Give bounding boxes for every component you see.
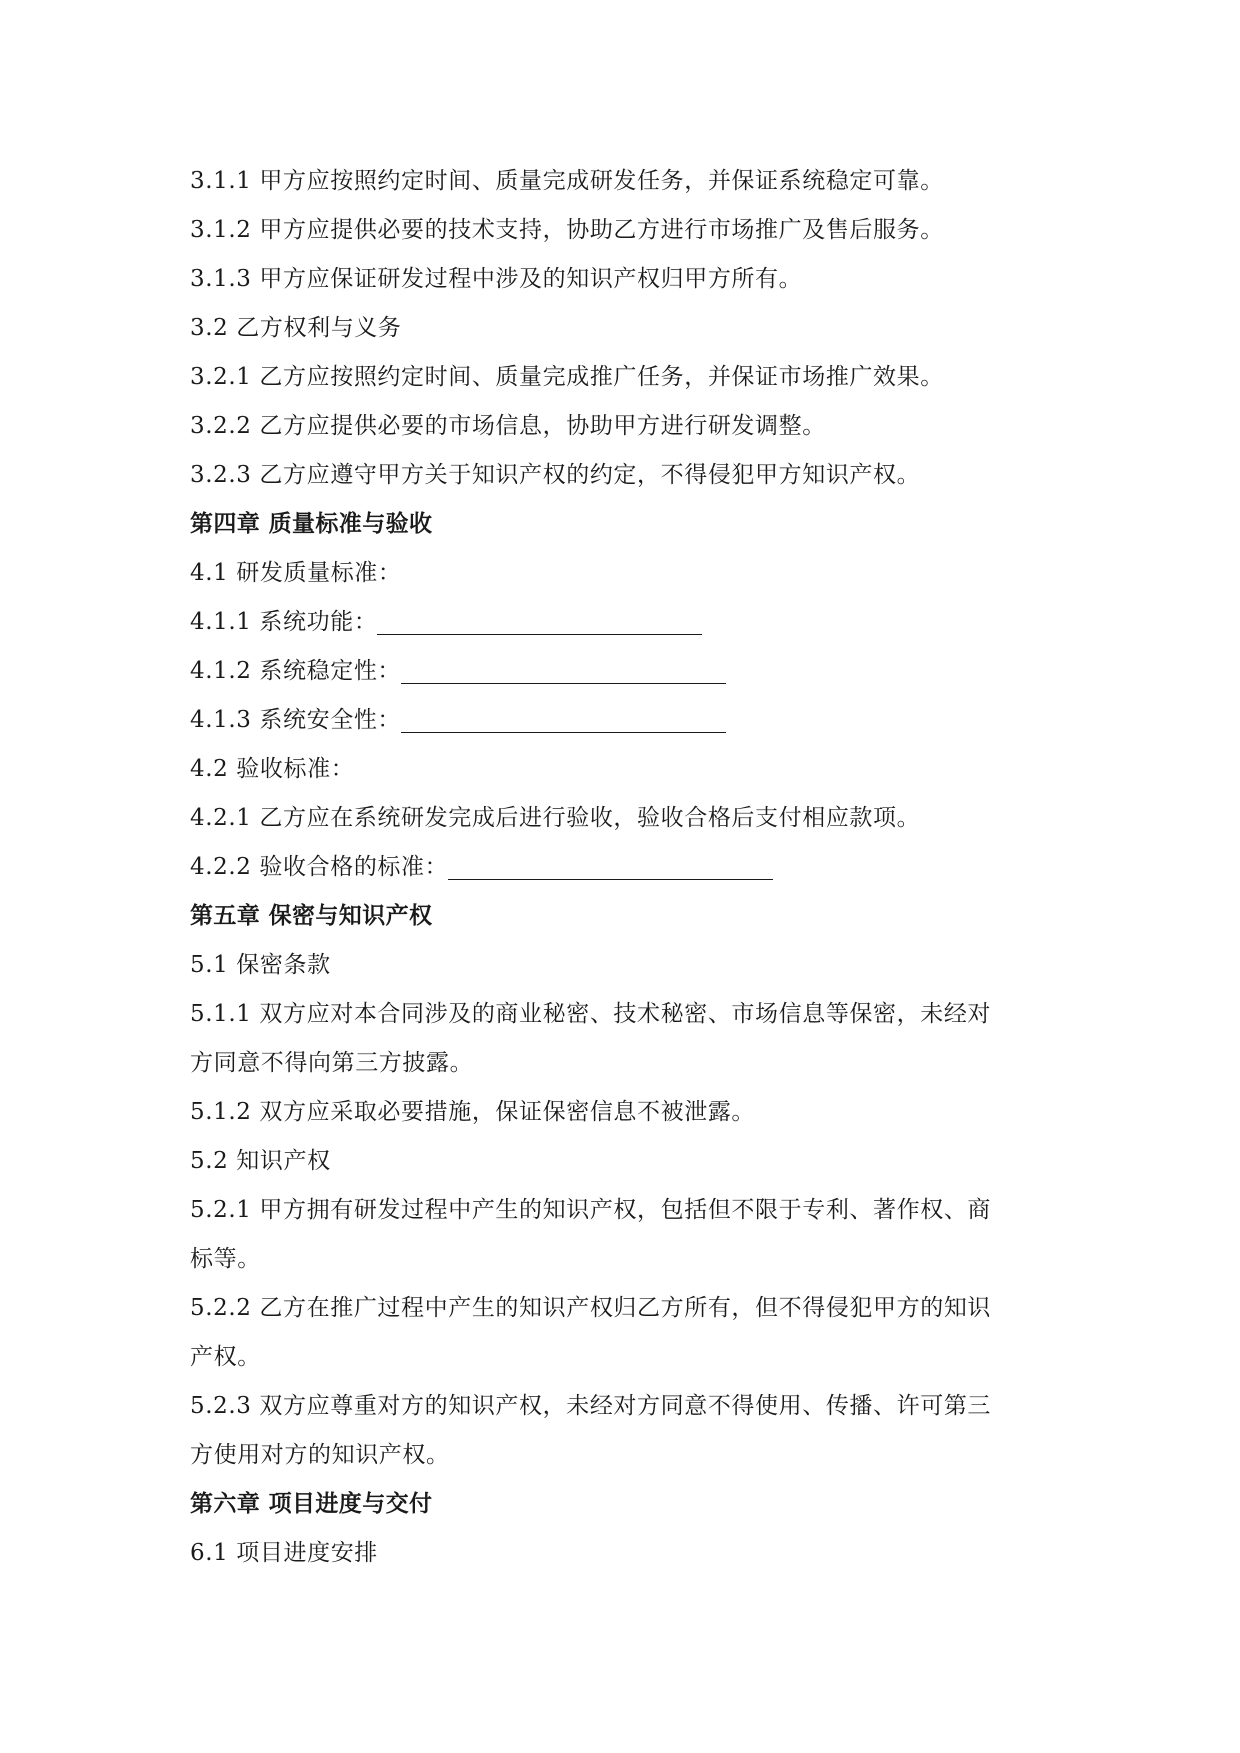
clause-4-2-1: 4.2.1 乙方应在系统研发完成后进行验收，验收合格后支付相应款项。	[190, 805, 921, 831]
section-4-2-title: 4.2 验收标准：	[190, 756, 355, 782]
clause-5-2-3-line-2: 方使用对方的知识产权。	[190, 1442, 450, 1468]
section-5-1-title: 5.1 保密条款	[190, 952, 331, 978]
clause-5-1-2: 5.1.2 双方应采取必要措施，保证保密信息不被泄露。	[190, 1099, 756, 1125]
fill-in-blank-line[interactable]	[448, 849, 773, 880]
clause-5-2-1-line-1: 5.2.1 甲方拥有研发过程中产生的知识产权，包括但不限于专利、著作权、商	[190, 1197, 992, 1223]
field-label: 4.1.2 系统稳定性：	[190, 658, 402, 684]
clause-3-2-2: 3.2.2 乙方应提供必要的市场信息，协助甲方进行研发调整。	[190, 413, 826, 439]
fill-in-blank-line[interactable]	[377, 604, 702, 635]
chapter-6-heading: 第六章 项目进度与交付	[190, 1491, 433, 1517]
clause-3-2-1: 3.2.1 乙方应按照约定时间、质量完成推广任务，并保证市场推广效果。	[190, 364, 944, 390]
field-4-1-1	[190, 598, 1060, 647]
field-4-1-2	[190, 647, 1060, 696]
clause-3-1-3: 3.1.3 甲方应保证研发过程中涉及的知识产权归甲方所有。	[190, 266, 803, 292]
field-4-1-3	[190, 696, 1060, 745]
chapter-5-heading: 第五章 保密与知识产权	[190, 903, 433, 929]
clause-5-2-2-line-2: 产权。	[190, 1344, 261, 1370]
section-4-1-title: 4.1 研发质量标准：	[190, 560, 402, 586]
document-page	[190, 157, 1060, 1578]
fill-in-blank-line[interactable]	[401, 653, 726, 684]
fill-in-blank-line[interactable]	[401, 702, 726, 733]
clause-5-2-1-line-2: 标等。	[190, 1246, 261, 1272]
chapter-4-heading: 第四章 质量标准与验收	[190, 511, 433, 537]
clause-3-1-2: 3.1.2 甲方应提供必要的技术支持，协助乙方进行市场推广及售后服务。	[190, 217, 944, 243]
section-5-2-title: 5.2 知识产权	[190, 1148, 331, 1174]
field-4-2-2	[190, 843, 1060, 892]
clause-5-1-1-line-1: 5.1.1 双方应对本合同涉及的商业秘密、技术秘密、市场信息等保密，未经对	[190, 1001, 992, 1027]
section-6-1-title: 6.1 项目进度安排	[190, 1540, 378, 1566]
field-label: 4.2.2 验收合格的标准：	[190, 854, 449, 880]
clause-3-2-3: 3.2.3 乙方应遵守甲方关于知识产权的约定，不得侵犯甲方知识产权。	[190, 462, 921, 488]
field-label: 4.1.3 系统安全性：	[190, 707, 402, 733]
section-3-2-title: 3.2 乙方权利与义务	[190, 315, 402, 341]
clause-5-1-1-line-2: 方同意不得向第三方披露。	[190, 1050, 474, 1076]
clause-5-2-3-line-1: 5.2.3 双方应尊重对方的知识产权，未经对方同意不得使用、传播、许可第三	[190, 1393, 992, 1419]
field-label: 4.1.1 系统功能：	[190, 609, 378, 635]
clause-3-1-1: 3.1.1 甲方应按照约定时间、质量完成研发任务，并保证系统稳定可靠。	[190, 168, 944, 194]
clause-5-2-2-line-1: 5.2.2 乙方在推广过程中产生的知识产权归乙方所有，但不得侵犯甲方的知识	[190, 1295, 992, 1321]
